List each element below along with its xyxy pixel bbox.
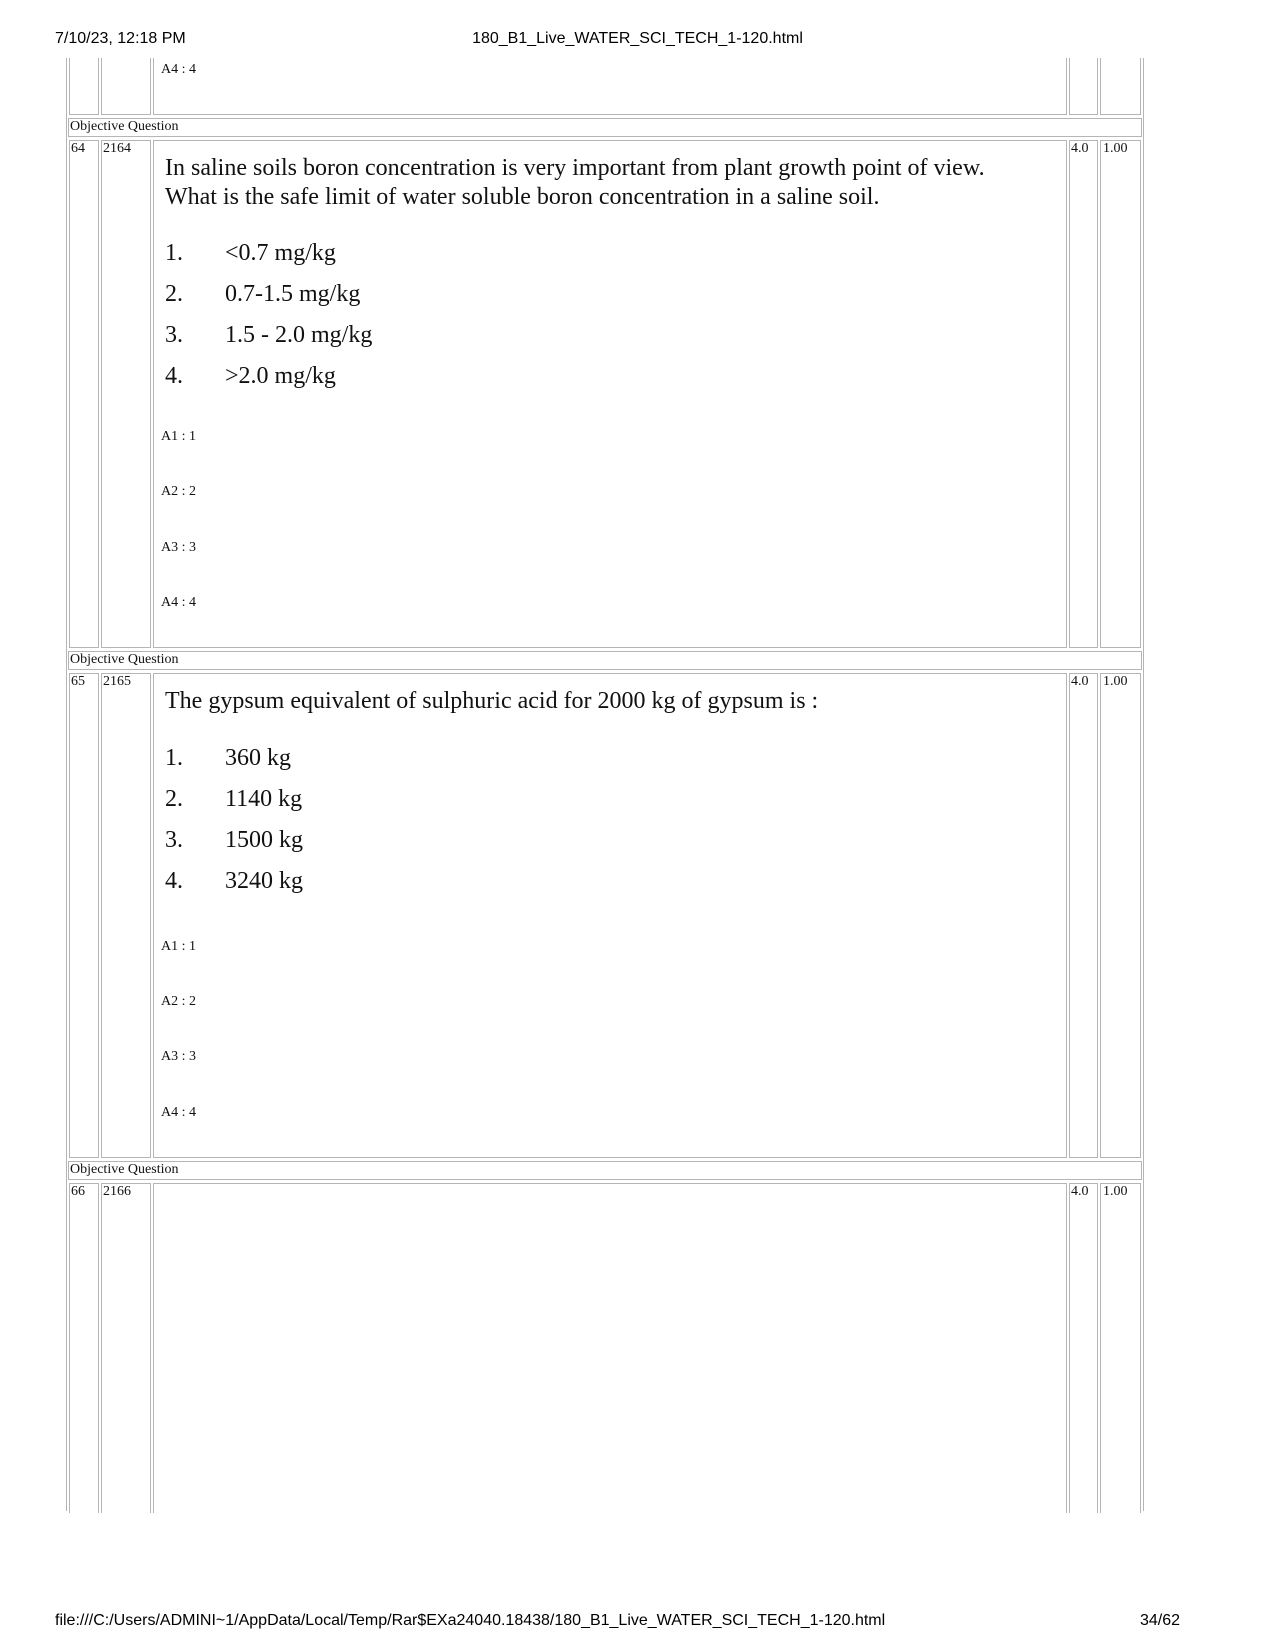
option-number: 2. [165,281,183,307]
option-3 [165,322,372,349]
prev-marks-cell [1069,58,1098,115]
question-serial-number: 65 [71,674,85,689]
section-label-row [68,651,1142,670]
option-text: 1.5 - 2.0 mg/kg [225,322,373,348]
question-id: 2164 [103,141,131,156]
sno-cell [69,140,99,648]
answer-label: A4 : 4 [161,595,196,610]
answer-label: A4 : 4 [161,62,196,77]
question-cell [153,1183,1067,1513]
negative-marks: 1.00 [1103,141,1128,156]
answer-label: A1 : 1 [161,429,196,444]
option-4 [165,868,303,895]
table-left-border [66,58,67,1511]
question-serial-number: 64 [71,141,85,156]
option-number: 1. [165,745,183,771]
sno-cell [69,673,99,1158]
option-4 [165,363,336,390]
print-title: 180_B1_Live_WATER_SCI_TECH_1-120.html [472,30,803,47]
marks-cell [1069,673,1098,1158]
question-id: 2166 [103,1184,131,1199]
option-number: 1. [165,240,183,266]
prev-neg-cell [1100,58,1141,115]
marks-cell [1069,1183,1098,1513]
option-1 [165,240,336,267]
option-text: 3240 kg [225,868,303,894]
question-text-line-1: In saline soils boron concentration is very important from plant growth point of view. [165,155,985,181]
print-datetime: 7/10/23, 12:18 PM [55,30,186,47]
option-2 [165,786,302,813]
answer-label: A4 : 4 [161,1105,196,1120]
option-3 [165,827,303,854]
answer-label: A2 : 2 [161,484,196,499]
section-label: Objective Question [70,1162,179,1177]
answer-label: A3 : 3 [161,1049,196,1064]
option-text: <0.7 mg/kg [225,240,336,266]
option-text: 1500 kg [225,827,303,853]
option-text: 1140 kg [225,786,303,812]
option-text: 360 kg [225,745,291,771]
prev-sno-cell [69,58,99,115]
question-cell [153,140,1067,648]
question-marks: 4.0 [1071,674,1089,689]
option-number: 4. [165,363,183,389]
option-2 [165,281,360,308]
page-number: 34/62 [1139,1612,1180,1629]
qid-cell [101,140,151,648]
option-number: 4. [165,868,183,894]
sno-cell [69,1183,99,1513]
option-text: 0.7-1.5 mg/kg [225,281,361,307]
option-number: 2. [165,786,183,812]
answer-label: A3 : 3 [161,540,196,555]
option-text: >2.0 mg/kg [225,363,336,389]
neg-marks-cell [1100,673,1141,1158]
negative-marks: 1.00 [1103,1184,1128,1199]
question-marks: 4.0 [1071,141,1089,156]
option-1 [165,745,291,772]
question-serial-number: 66 [71,1184,85,1199]
print-file-path: file:///C:/Users/ADMINI~1/AppData/Local/Temp/Rar$EXa24040.18438/180_B1_Live_WATER_SCI_TECH_1-120.html [55,1612,886,1629]
option-number: 3. [165,827,183,853]
option-number: 3. [165,322,183,348]
qid-cell [101,1183,151,1513]
section-label-row [68,1161,1142,1180]
qid-cell [101,673,151,1158]
question-text-line-2: What is the safe limit of water soluble boron concentration in a saline soil. [165,184,880,210]
table-right-border [1143,58,1144,1511]
neg-marks-cell [1100,140,1141,648]
section-label: Objective Question [70,119,179,134]
section-label-row [68,118,1142,137]
prev-question-cell [153,58,1067,115]
prev-qid-cell [101,58,151,115]
marks-cell [1069,140,1098,648]
section-label: Objective Question [70,652,179,667]
answer-label: A1 : 1 [161,939,196,954]
question-marks: 4.0 [1071,1184,1089,1199]
negative-marks: 1.00 [1103,674,1128,689]
question-text-line-1: The gypsum equivalent of sulphuric acid for 2000 kg of gypsum is : [165,688,819,714]
answer-label: A2 : 2 [161,994,196,1009]
neg-marks-cell [1100,1183,1141,1513]
question-id: 2165 [103,674,131,689]
